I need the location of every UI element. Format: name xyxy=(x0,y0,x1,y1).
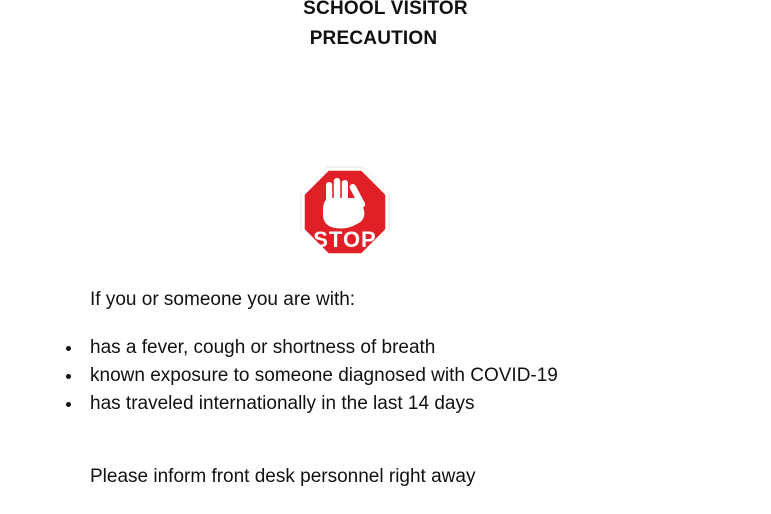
list-item xyxy=(90,362,558,390)
list-item-text: has a fever, cough or shortness of breath xyxy=(90,337,436,358)
title-line-2: PRECAUTION xyxy=(309,28,438,49)
bullet-icon xyxy=(66,374,71,379)
page-title xyxy=(0,0,771,54)
stop-label: STOP xyxy=(313,227,377,252)
stop-sign-image xyxy=(300,166,390,259)
bullet-icon xyxy=(66,402,71,407)
intro-text: If you or someone you are with: xyxy=(90,289,356,310)
list-item xyxy=(90,334,558,362)
footer-text: Please inform front desk personnel right away xyxy=(90,466,476,487)
title-line-1: SCHOOL VISITOR xyxy=(303,0,468,19)
list-item-text: has traveled internationally in the last 14 days xyxy=(90,393,475,414)
list-item xyxy=(90,390,558,418)
list-item-text: known exposure to someone diagnosed with COVID-19 xyxy=(90,365,558,386)
bullet-icon xyxy=(66,346,71,351)
symptom-list xyxy=(90,334,558,418)
